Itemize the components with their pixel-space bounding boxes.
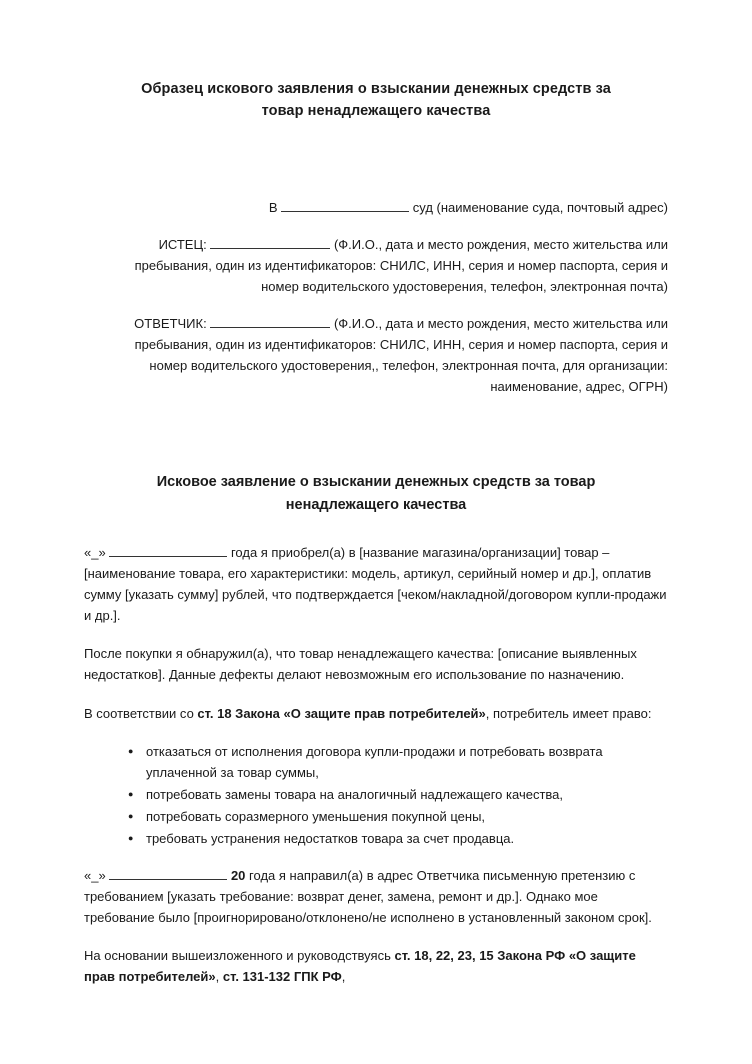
parties-header-block bbox=[84, 197, 668, 397]
para-1-prefix: «_» bbox=[84, 545, 106, 561]
court-blank-field[interactable] bbox=[281, 199, 409, 212]
claim-date-blank-field[interactable] bbox=[109, 866, 227, 879]
page-title-line-1: Образец искового заявления о взыскании денежных средств за bbox=[141, 81, 611, 97]
defendant-label: ОТВЕТЧИК: bbox=[134, 316, 207, 332]
para-3-law-bold: ст. 18 Закона «О защите прав потребителей» bbox=[197, 705, 486, 721]
defendant-text-1: (Ф.И.О., дата и место рождения, место жительства или bbox=[333, 316, 668, 332]
plaintiff-line-1 bbox=[84, 234, 668, 255]
page-title bbox=[96, 78, 656, 123]
para-4-prefix: «_» bbox=[84, 867, 106, 883]
paragraph-law-reference bbox=[84, 703, 668, 724]
para-5-prefix: На основании вышеизложенного и руководствуясь bbox=[84, 947, 391, 963]
plaintiff-text-1: (Ф.И.О., дата и место рождения, место жительства или bbox=[333, 236, 668, 252]
list-item: ● потребовать соразмерного уменьшения покупной цены, bbox=[128, 806, 668, 827]
plaintiff-label: ИСТЕЦ: bbox=[158, 236, 207, 252]
consumer-rights-list bbox=[84, 741, 668, 849]
defendant-line-3: номер водительского удостоверения,, телефон, электронная почта, для организации: bbox=[149, 358, 668, 374]
paragraph-purchase bbox=[84, 542, 668, 626]
para-5-mid: , bbox=[215, 969, 223, 984]
plaintiff-blank-field[interactable] bbox=[210, 236, 330, 249]
spacer bbox=[84, 397, 668, 471]
list-item: ● требовать устранения недостатков товара за счет продавца. bbox=[128, 828, 668, 849]
section-title-line-1: Исковое заявление о взыскании денежных средств за товар bbox=[156, 474, 596, 491]
defendant-line-4: наименование, адрес, ОГРН) bbox=[490, 379, 668, 395]
para-3-prefix: В соответствии со bbox=[84, 705, 194, 721]
list-item: ● потребовать замены товара на аналогичный надлежащего качества, bbox=[128, 784, 668, 805]
para-4-after: года я направил(а) в адрес Ответчика письменную претензию с bbox=[249, 867, 636, 883]
spacer bbox=[84, 516, 668, 542]
court-suffix: суд (наименование суда, почтовый адрес) bbox=[412, 199, 668, 215]
defendant-blank-field[interactable] bbox=[210, 315, 330, 328]
para-4-rest: требованием [указать требование: возврат денег, замена, ремонт и др.]. Однако мое требование было [проигнорировано/отклонено/не исполнено в установленный законом срок]. bbox=[84, 888, 652, 925]
para-1-after-blank: года я приобрел(а) в [название магазина/организации] товар – bbox=[230, 545, 610, 561]
court-prefix: В bbox=[268, 199, 278, 215]
section-title-line-2: ненадлежащего качества bbox=[285, 496, 467, 513]
page-title-line-2: товар ненадлежащего качества bbox=[261, 103, 491, 120]
plaintiff-line-2: пребывания, один из идентификаторов: СНИЛС, ИНН, серия и номер паспорта, серия и bbox=[134, 258, 668, 274]
para-5-law-bold-2: ст. 131-132 ГПК РФ bbox=[222, 969, 342, 984]
para-5-law-bold-1: ст. 18, 22, 23, 15 Закона РФ «О защите прав потребителей» bbox=[84, 947, 636, 984]
purchase-date-blank-field[interactable] bbox=[109, 544, 227, 557]
para-4-year-bold: 20 bbox=[230, 867, 246, 883]
para-1-rest: [наименование товара, его характеристики: модель, артикул, серийный номер и др.], оплатив сумму [указать сумму] рублей, что подтверждается [чеком/накладной/договором купли-продажи и др.]. bbox=[84, 566, 667, 624]
spacer bbox=[84, 123, 668, 197]
paragraph-claim-sent bbox=[84, 865, 668, 928]
plaintiff-line-3: номер водительского удостоверения, телефон, электронная почта) bbox=[261, 279, 668, 295]
para-3-suffix: , потребитель имеет право: bbox=[485, 705, 652, 721]
para-5-suffix: , bbox=[341, 969, 346, 984]
spacer bbox=[84, 218, 668, 234]
section-title bbox=[104, 471, 648, 516]
list-item: ● отказаться от исполнения договора купли-продажи и потребовать возврата уплаченной за товар суммы, bbox=[128, 741, 668, 783]
paragraph-defects: После покупки я обнаружил(а), что товар ненадлежащего качества: [описание выявленных недостатков]. Данные дефекты делают невозможным его использование по назначению. bbox=[84, 646, 637, 683]
spacer bbox=[84, 297, 668, 313]
defendant-line-2: пребывания, один из идентификаторов: СНИЛС, ИНН, серия и номер паспорта, серия и bbox=[134, 337, 668, 353]
defendant-line-1 bbox=[84, 313, 668, 334]
paragraph-conclusion bbox=[84, 945, 668, 987]
court-line bbox=[84, 197, 668, 218]
